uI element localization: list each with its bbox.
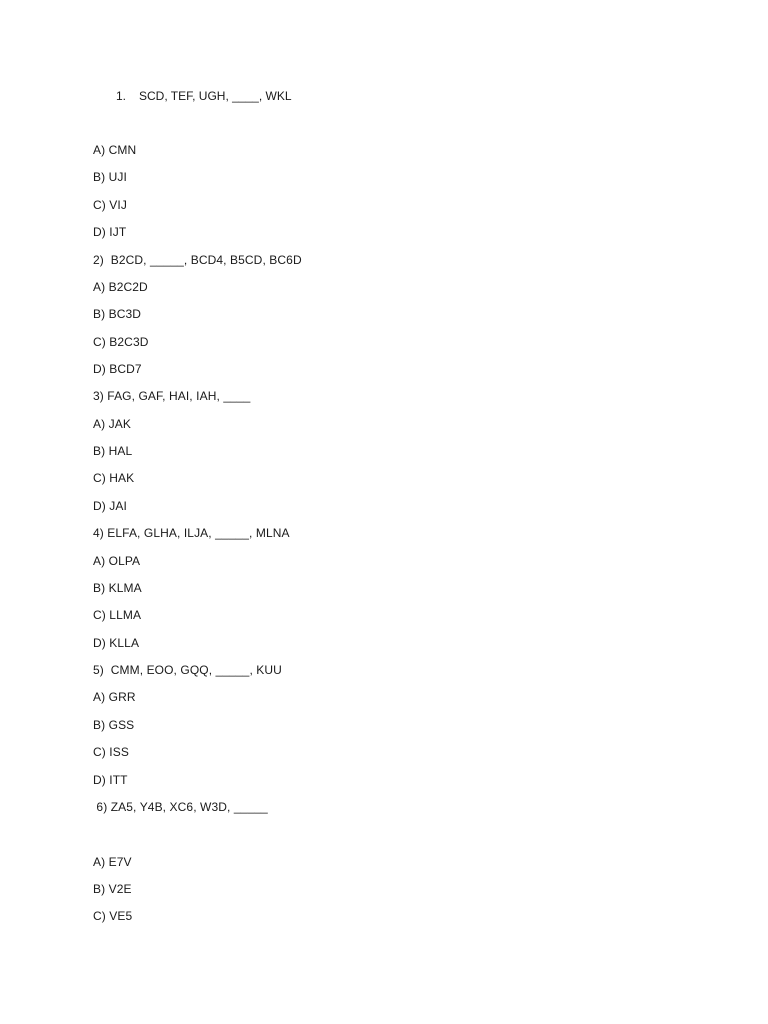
question-2-option-a: A) B2C2D [93,280,148,294]
question-1-number: 1. [116,89,127,103]
question-1-option-a: A) CMN [93,143,137,157]
question-3-option-b: B) HAL [93,444,133,458]
question-6-text: 6) ZA5, Y4B, XC6, W3D, _____ [93,800,268,814]
question-2-option-c: C) B2C3D [93,335,149,349]
question-3-option-a: A) JAK [93,417,131,431]
question-1-option-d: D) IJT [93,225,127,239]
question-2-option-d: D) BCD7 [93,362,142,376]
question-3-option-d: D) JAI [93,499,127,513]
question-5-option-d: D) ITT [93,773,128,787]
question-4-option-d: D) KLLA [93,636,140,650]
question-1-option-c: C) VIJ [93,198,127,212]
question-6-option-a: A) E7V [93,855,132,869]
question-5-option-b: B) GSS [93,718,135,732]
question-4-option-b: B) KLMA [93,581,142,595]
question-3-option-c: C) HAK [93,471,135,485]
question-1-text: SCD, TEF, UGH, ____, WKL [139,89,292,103]
question-4-text: 4) ELFA, GLHA, ILJA, _____, MLNA [93,526,290,540]
question-4-option-a: A) OLPA [93,554,141,568]
question-3-text: 3) FAG, GAF, HAI, IAH, ____ [93,389,251,403]
question-6-option-b: B) V2E [93,882,132,896]
question-5-option-a: A) GRR [93,690,136,704]
question-4-option-c: C) LLMA [93,608,142,622]
question-1-option-b: B) UJI [93,170,127,184]
question-6-option-c: C) VE5 [93,909,133,923]
question-5-option-c: C) ISS [93,745,129,759]
question-2-option-b: B) BC3D [93,307,142,321]
question-2-text: 2) B2CD, _____, BCD4, B5CD, BC6D [93,253,302,267]
question-5-text: 5) CMM, EOO, GQQ, _____, KUU [93,663,282,677]
